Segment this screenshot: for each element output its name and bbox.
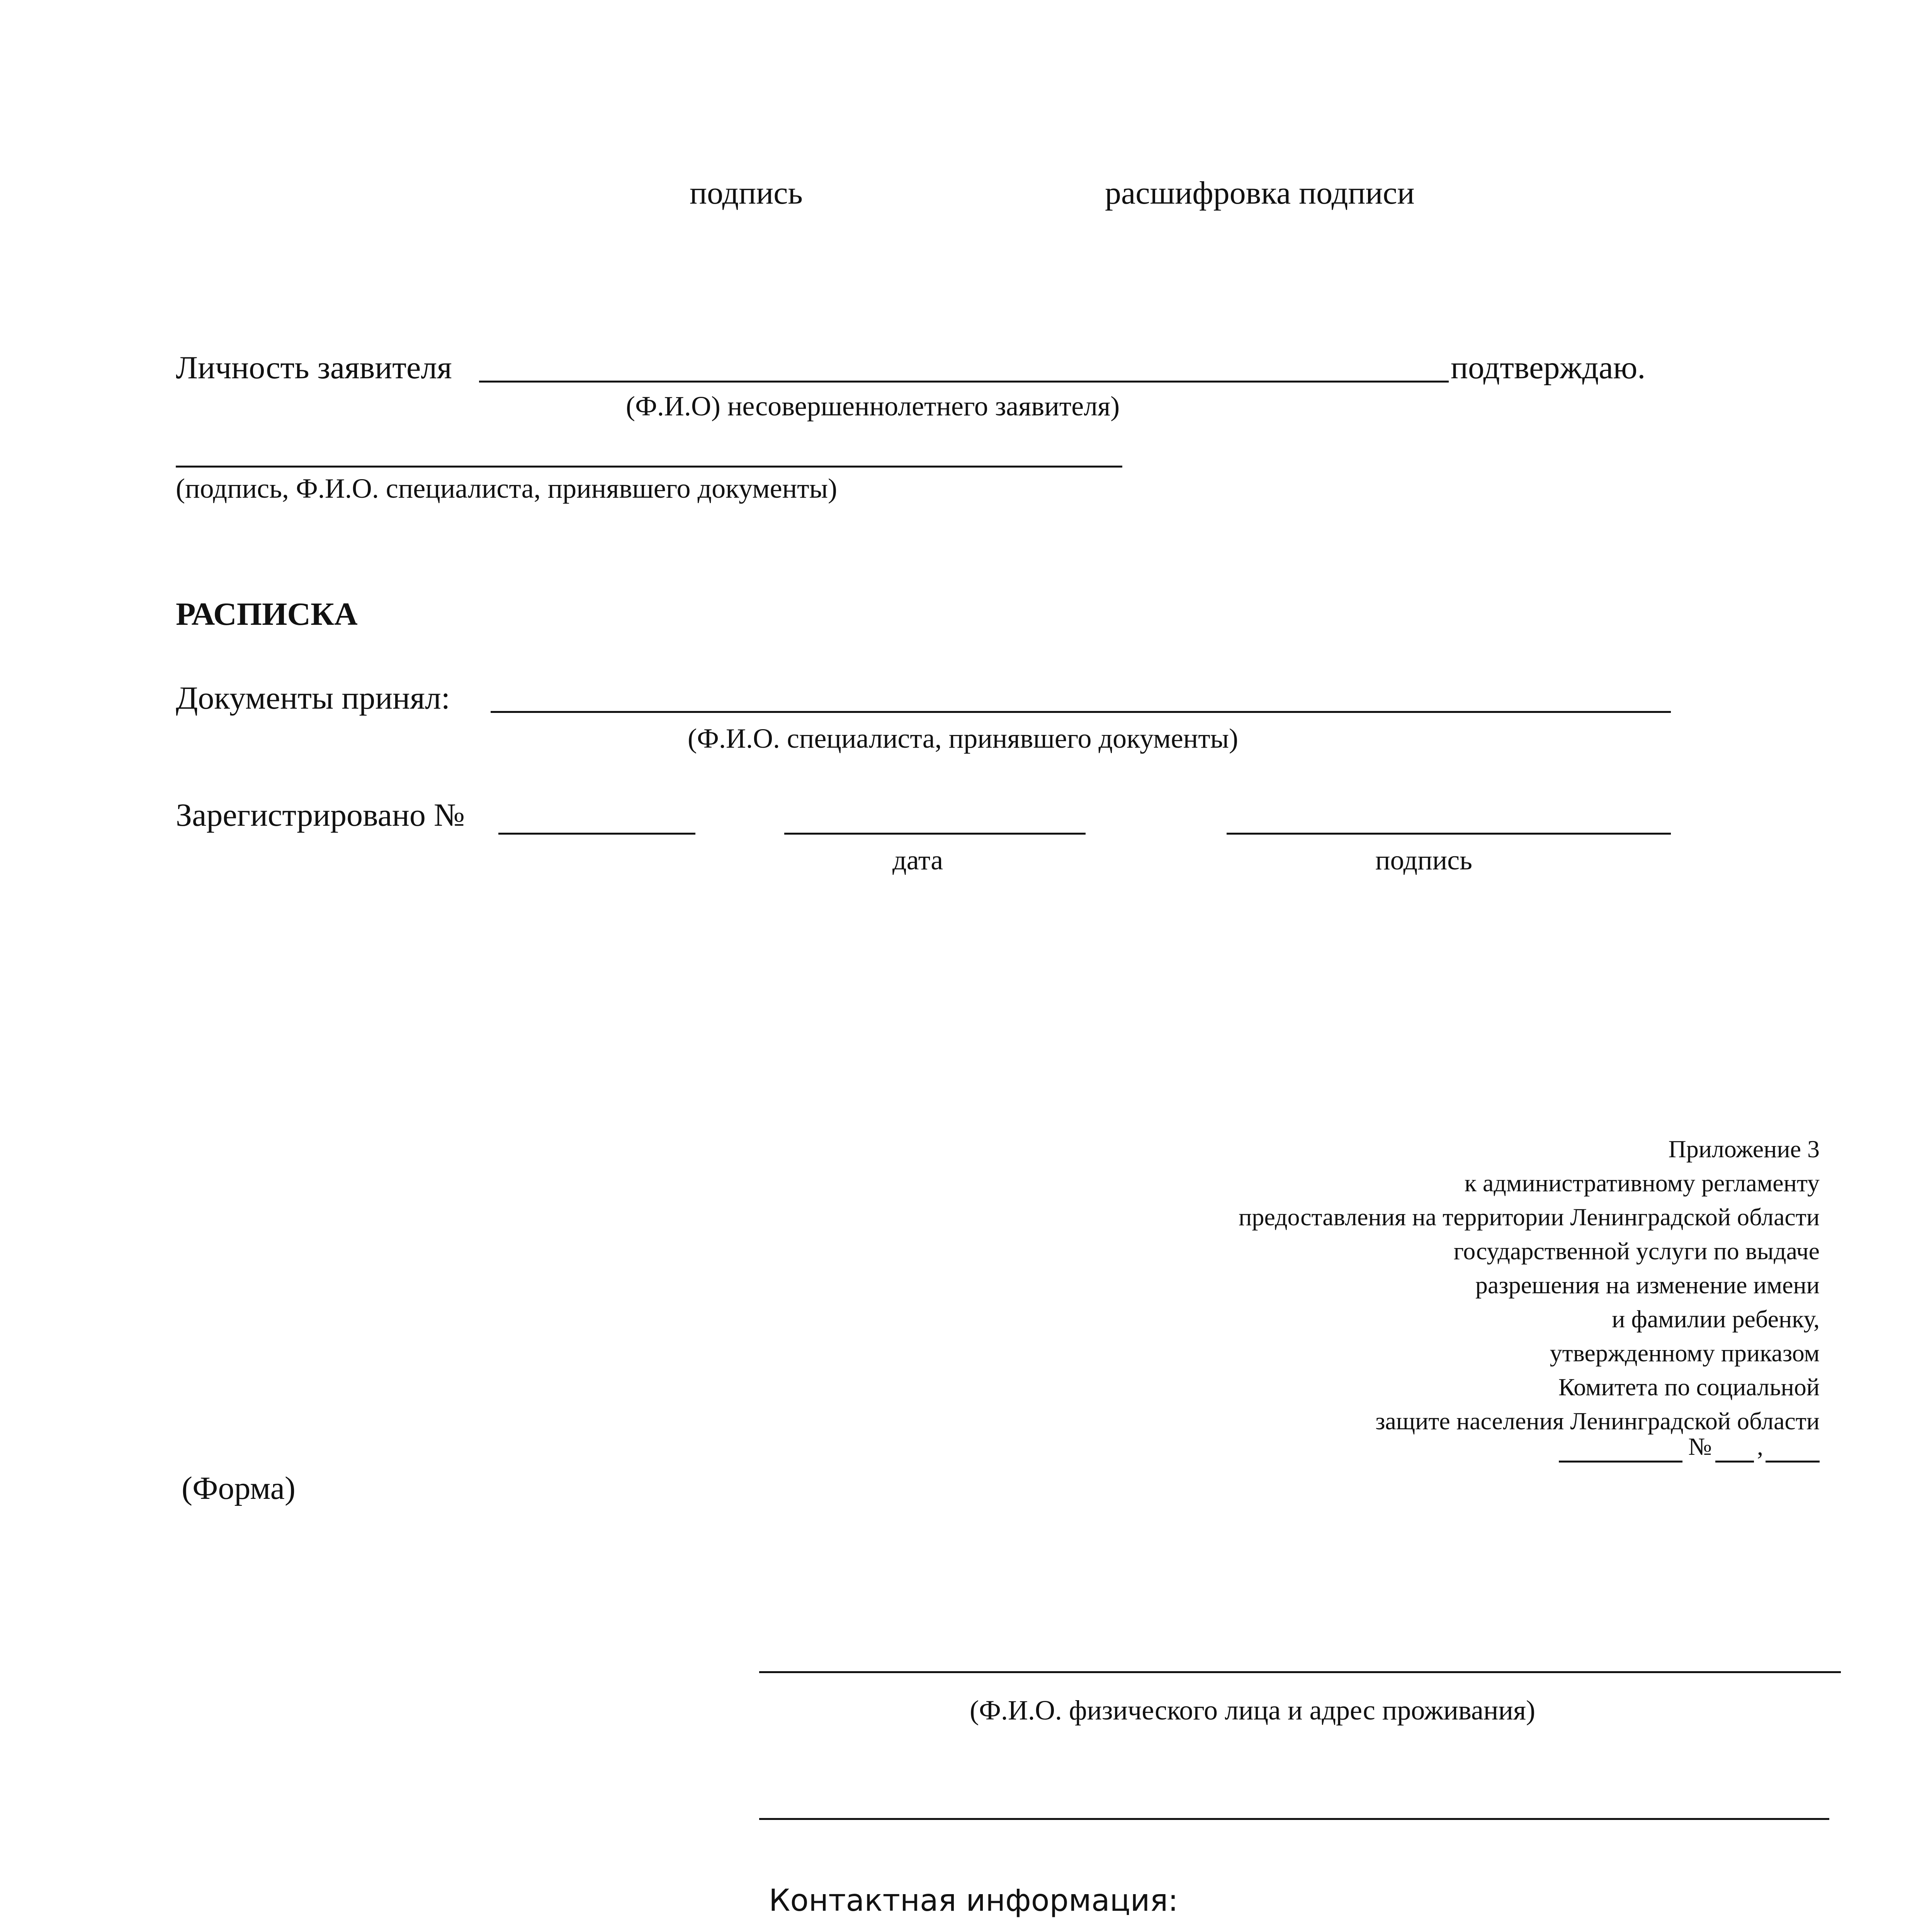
registered-label: Зарегистрировано № [176,797,465,833]
appendix-line: Приложение 3 [1668,1135,1820,1163]
form-label: (Форма) [182,1470,296,1506]
contact-label: Контактная информация: [769,1883,1178,1918]
signature-caption: подпись [690,175,803,211]
appendix-line: государственной услуги по выдаче [1453,1237,1820,1265]
accepted-caption: (Ф.И.О. специалиста, принявшего документы) [688,723,1239,754]
appendix-number-sign: № [1688,1433,1712,1460]
signature-decoding-caption: расшифровка подписи [1105,175,1415,211]
date-line [784,833,1086,835]
recipient-name-line [759,1671,1841,1673]
accepted-line [491,711,1671,713]
specialist-signature-line [176,466,1122,468]
recipient-address-line [759,1818,1829,1820]
appendix-line: разрешения на изменение имени [1475,1271,1820,1299]
appendix-number-separator: , [1757,1433,1763,1460]
identity-caption: (Ф.И.О) несовершеннолетнего заявителя) [626,391,1120,422]
identity-label: Личность заявителя [176,350,452,386]
identity-line [479,381,1449,383]
registration-number-line [498,833,695,835]
appendix-year-line [1766,1461,1820,1463]
accepted-label: Документы принял: [176,680,450,716]
appendix-line: защите населения Ленинградской области [1375,1407,1820,1435]
appendix-line: Комитета по социальной [1558,1373,1820,1401]
appendix-block [1086,1132,1820,1438]
receipt-signature-caption: подпись [1375,845,1472,876]
appendix-date-line [1559,1461,1682,1463]
specialist-caption: (подпись, Ф.И.О. специалиста, принявшего документы) [176,473,837,504]
identity-confirm: подтверждаю. [1451,350,1646,386]
appendix-line: к административному регламенту [1464,1169,1820,1197]
appendix-number-line [1715,1461,1754,1463]
appendix-line: предоставления на территории Ленинградской области [1239,1203,1820,1231]
recipient-caption: (Ф.И.О. физического лица и адрес проживания) [970,1695,1535,1726]
date-caption: дата [892,845,943,876]
receipt-signature-line [1227,833,1671,835]
appendix-line: и фамилии ребенку, [1612,1305,1820,1333]
receipt-title: РАСПИСКА [176,596,358,632]
appendix-line: утвержденному приказом [1550,1339,1820,1367]
